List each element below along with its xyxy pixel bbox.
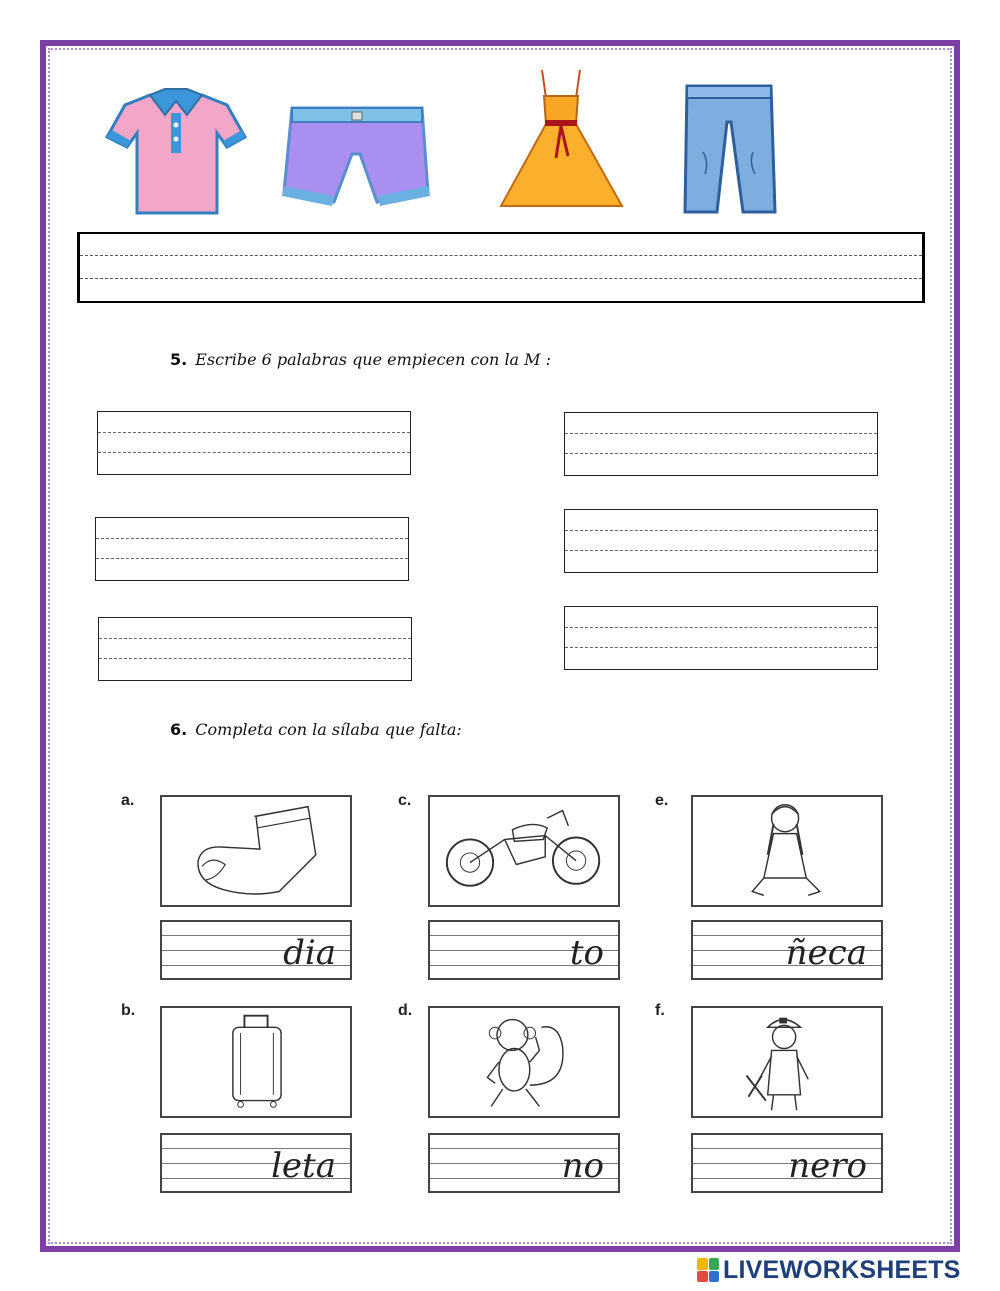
- syllable-word: leta: [271, 1146, 336, 1186]
- exercise-letter: f.: [655, 1002, 665, 1019]
- sock-icon: [162, 797, 350, 905]
- shorts-icon: [282, 104, 432, 210]
- suitcase-icon: [162, 1008, 350, 1116]
- brand-name: LIVEWORKSHEETS: [723, 1255, 961, 1284]
- exercise-letter: a.: [121, 792, 135, 809]
- monkey-icon: [430, 1008, 618, 1116]
- writing-lines[interactable]: [77, 232, 925, 303]
- pants-icon: [683, 82, 777, 216]
- syllable-word: to: [569, 933, 604, 973]
- syllable-word: nero: [788, 1146, 867, 1186]
- liveworksheets-logo-icon: [697, 1258, 719, 1282]
- word-answer-box[interactable]: [564, 509, 878, 573]
- motorcycle-icon: [430, 797, 618, 905]
- syllable-word: no: [561, 1146, 604, 1186]
- word-answer-box[interactable]: [564, 412, 878, 476]
- word-answer-box[interactable]: [564, 606, 878, 670]
- syllable-answer[interactable]: [160, 920, 352, 980]
- exercise-picture: [691, 795, 883, 907]
- exercise-letter: b.: [121, 1002, 136, 1019]
- section-5-instruction: 5. Escribe 6 palabras que empiecen con la M :: [170, 350, 552, 369]
- exercise-letter: c.: [398, 792, 412, 809]
- exercise-picture: [428, 1006, 620, 1118]
- exercise-picture: [691, 1006, 883, 1118]
- dress-icon: [498, 68, 625, 214]
- exercise-picture: [428, 795, 620, 907]
- syllable-answer[interactable]: [691, 1133, 883, 1193]
- word-answer-box[interactable]: [95, 517, 409, 581]
- syllable-answer[interactable]: [428, 1133, 620, 1193]
- miner-icon: [693, 1008, 881, 1116]
- syllable-answer[interactable]: [160, 1133, 352, 1193]
- syllable-word: dia: [283, 933, 336, 973]
- doll-icon: [693, 797, 881, 905]
- word-answer-box[interactable]: [97, 411, 411, 475]
- shirt-icon: [105, 85, 247, 217]
- exercise-letter: e.: [655, 792, 669, 809]
- syllable-word: ñeca: [785, 933, 867, 973]
- syllable-answer[interactable]: [691, 920, 883, 980]
- section-6-instruction: 6. Completa con la sílaba que falta:: [170, 720, 462, 739]
- exercise-picture: [160, 795, 352, 907]
- exercise-letter: d.: [398, 1002, 413, 1019]
- syllable-answer[interactable]: [428, 920, 620, 980]
- word-answer-box[interactable]: [98, 617, 412, 681]
- exercise-picture: [160, 1006, 352, 1118]
- liveworksheets-logo: [697, 1256, 961, 1284]
